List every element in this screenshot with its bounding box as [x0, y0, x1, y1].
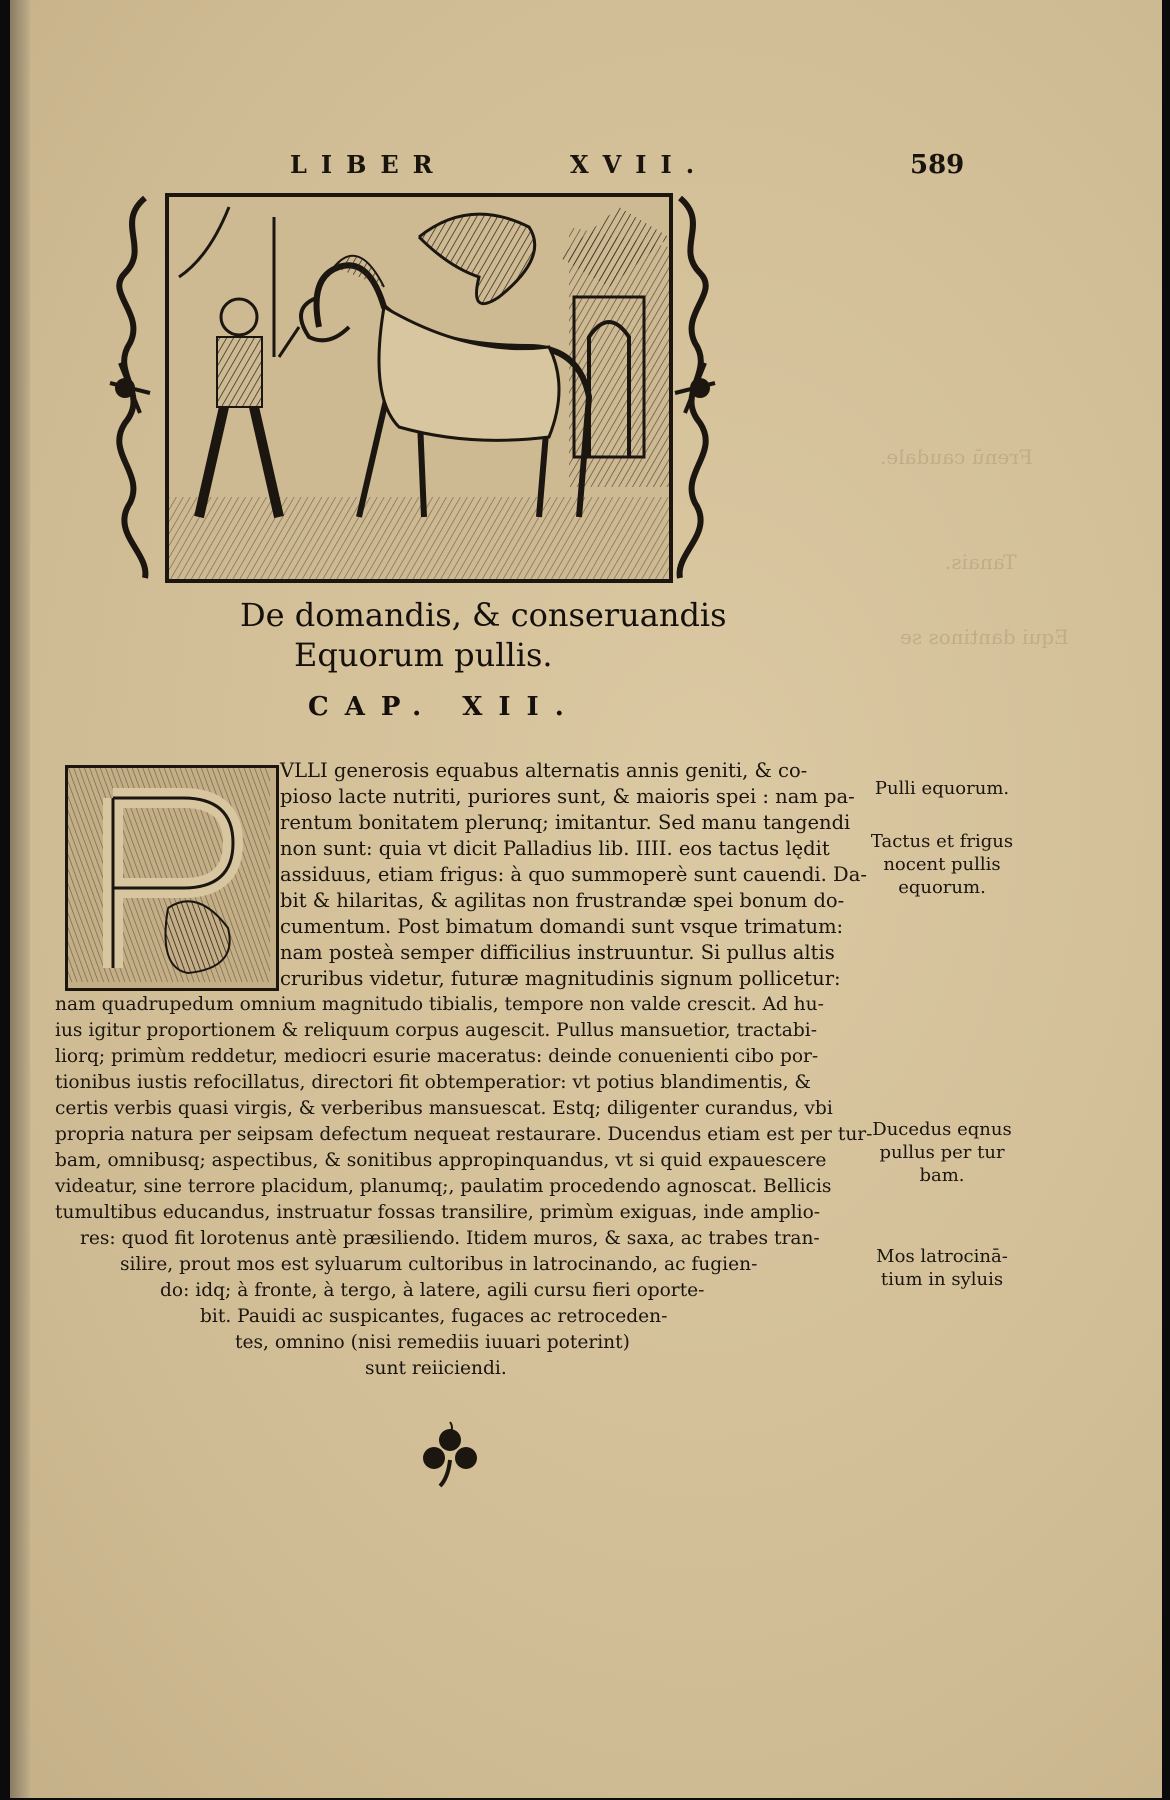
- margin-note-line: Pulli equorum.: [874, 778, 1010, 799]
- margin-note-tactus: [862, 830, 1022, 899]
- body-line: sunt reiiciendi.: [365, 1358, 507, 1379]
- fleuron-ornament: [420, 1420, 480, 1490]
- body-line: tumultibus educandus, instruatur fossas transilire, primùm exiguas, inde amplio-: [55, 1202, 821, 1223]
- margin-note-ducendus: [862, 1118, 1022, 1187]
- body-line: non sunt: quia vt dicit Palladius lib. IIII. eos tactus lędit: [280, 837, 830, 860]
- decorated-initial-P: [65, 765, 279, 991]
- body-line: do: idq; à fronte, à tergo, à latere, agili cursu fieri oporte-: [160, 1280, 705, 1301]
- margin-note-line: Ducedus eqnus: [872, 1119, 1012, 1140]
- chapter-title-line1: De domandis, & conseruandis: [240, 596, 727, 634]
- left-ornament-border: [105, 193, 155, 583]
- margin-note-line: equorum.: [898, 877, 986, 898]
- body-line: assiduus, etiam frigus: à quo summoperè sunt cauendi. Da-: [280, 863, 867, 886]
- right-ornament-border: [670, 193, 720, 583]
- margin-note-line: pullus per tur: [879, 1142, 1005, 1163]
- body-line: res: quod fit lorotenus antè præsiliendo. Itidem muros, & saxa, ac trabes tran-: [80, 1228, 820, 1249]
- page-gutter: [10, 0, 30, 1798]
- body-line: bit. Pauidi ac suspicantes, fugaces ac retroceden-: [200, 1306, 668, 1327]
- body-line: cruribus videtur, futuræ magnitudinis signum pollicetur:: [280, 967, 841, 990]
- margin-note-line: nocent pullis: [883, 854, 1001, 875]
- body-line: silire, prout mos est syluarum cultoribus in latrocinando, ac fugien-: [120, 1254, 758, 1275]
- margin-note-line: tium in syluis: [880, 1269, 1004, 1290]
- body-line: bam, omnibusq; aspectibus, & sonitibus appropinquandus, vt si quid expauescere: [55, 1150, 827, 1171]
- running-head: [10, 150, 1162, 180]
- running-head-number: XVII.: [570, 150, 709, 179]
- body-line: tionibus iustis refocillatus, directori fit obtemperatior: vt potius blandimentis, &: [55, 1072, 811, 1093]
- page-number: 589: [910, 150, 965, 180]
- body-line: liorq; primùm reddetur, mediocri esurie maceratus: deinde conuenienti cibo por-: [55, 1046, 819, 1067]
- body-line: bit & hilaritas, & agilitas non frustrandæ spei bonum do-: [280, 889, 845, 912]
- body-line: ius igitur proportionem & reliquum corpus augescit. Pullus mansuetior, tractabi-: [55, 1020, 817, 1041]
- margin-note-line: Tactus et frigus: [870, 831, 1014, 852]
- margin-note-mos: [862, 1245, 1022, 1291]
- margin-note-line: bam.: [919, 1165, 965, 1186]
- body-line: certis verbis quasi virgis, & verberibus mansuescat. Estq; diligenter curandus, vbi: [55, 1098, 833, 1119]
- body-line: pioso lacte nutriti, puriores sunt, & maioris spei : nam pa-: [280, 785, 855, 808]
- show-through-text: Tanais.: [945, 550, 1017, 574]
- body-line: videatur, sine terrore placidum, planumq;, paulatim procedendo agnoscat. Bellicis: [55, 1176, 832, 1197]
- body-line: cumentum. Post bimatum domandi sunt vsque trimatum:: [280, 915, 844, 938]
- margin-note-pulli: [862, 777, 1022, 800]
- body-line: VLLI generosis equabus alternatis annis geniti, & co-: [280, 759, 808, 782]
- chapter-number: CAP. XII.: [308, 692, 580, 722]
- body-line: nam quadrupedum omnium magnitudo tibialis, tempore non valde crescit. Ad hu-: [55, 994, 824, 1015]
- woodcut-horse-illustration: [165, 193, 673, 583]
- running-head-book: LIBER: [290, 150, 447, 179]
- show-through-text: Equi dantinos se: [900, 625, 1069, 649]
- margin-note-line: Mos latrocinā-: [876, 1246, 1008, 1267]
- body-line: nam posteà semper difficilius instruuntur. Si pullus altis: [280, 941, 835, 964]
- book-page: [10, 0, 1162, 1798]
- chapter-title-line2: Equorum pullis.: [294, 636, 553, 674]
- show-through-text: Frenū caudale.: [880, 445, 1033, 469]
- body-line: propria natura per seipsam defectum nequeat restaurare. Ducendus etiam est per tur-: [55, 1124, 873, 1145]
- body-line: rentum bonitatem plerunq; imitantur. Sed manu tangendi: [280, 811, 851, 834]
- body-line: tes, omnino (nisi remediis iuuari poterint): [235, 1332, 630, 1353]
